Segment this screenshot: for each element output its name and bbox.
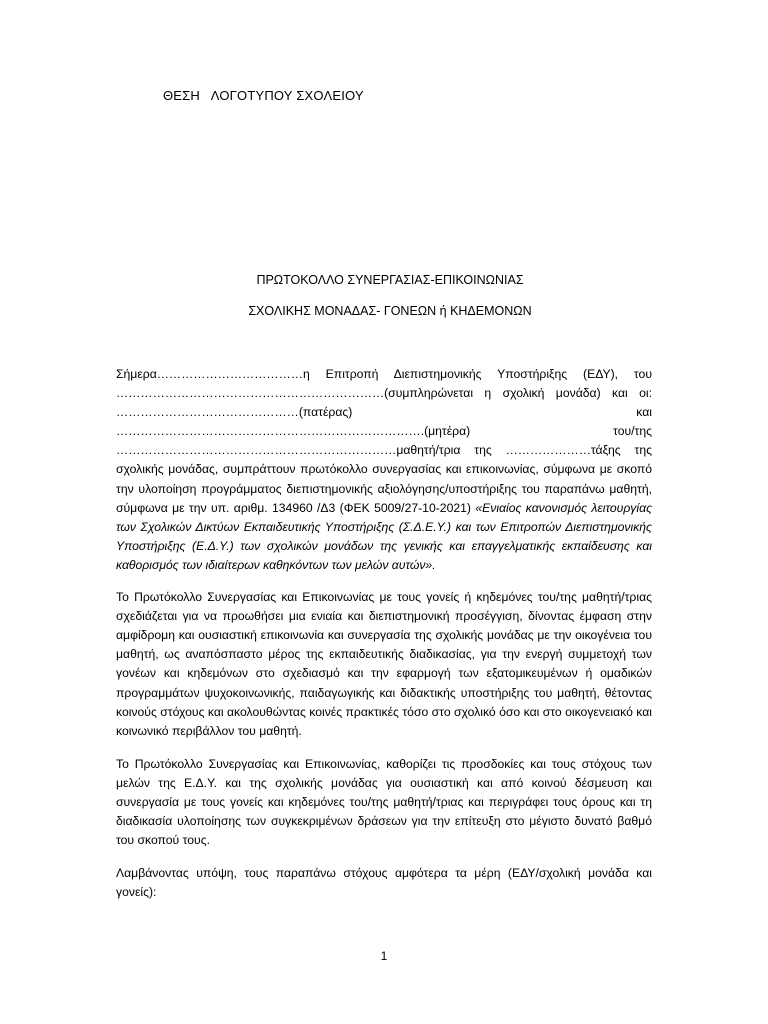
- paragraph-protocol-purpose: Το Πρωτόκολλο Συνεργασίας και Επικοινωνίας με τους γονείς ή κηδεμόνες του/της μαθητή/τριας σχεδιάζεται για να προωθήσει μια ενιαία και διεπιστημονική προσέγγιση, δίνοντας έμφαση στην αμφίδρομη και ουσιαστική επικοινωνία και συνεργασία της σχολικής μονάδας με την οικογένεια του μαθητή, ως αναπόσπαστο μέρος της εκπαιδευτικής διαδικασίας, για την ενεργή συμμετοχή των γονέων και κηδεμόνων στο σχεδιασμό και την εφαρμογή των εξατομικευμένων ή ομαδικών προγραμμάτων ψυχοκοινωνικής, παιδαγωγικής και διδακτικής υποστήριξης του μαθητή, θέτοντας κοινούς στόχους και ακολουθώντας κοινές πρακτικές τόσο στο σχολικό όσο και στο οικογενειακό και κοινωνικό περιβάλλον του μαθητή.: [116, 590, 652, 738]
- document-title-line-2: ΣΧΟΛΙΚΗΣ ΜΟΝΑΔΑΣ- ΓΟΝΕΩΝ ή ΚΗΔΕΜΟΝΩΝ: [248, 304, 532, 318]
- document-body: [116, 365, 652, 916]
- document-title-line-1: ΠΡΩΤΟΚΟΛΛΟ ΣΥΝΕΡΓΑΣΙΑΣ-ΕΠΙΚΟΙΝΩΝΙΑΣ: [256, 273, 524, 287]
- paragraph-parties-statement: Λαμβάνοντας υπόψη, τους παραπάνω στόχους αμφότερα τα μέρη (ΕΔΥ/σχολική μονάδα και γονείς):: [116, 866, 652, 900]
- logo-placeholder-text: ΘΕΣΗ ΛΟΓΟΤΥΠΟΥ ΣΧΟΛΕΙΟΥ: [163, 88, 364, 103]
- paragraph-agreement-intro-text: Σήμερα………………………………η Επιτροπή Διεπιστημονικής Υποστήριξης (ΕΔΥ), του …………………………………………………………(συμπληρώνεται η σχολική μονάδα) και οι: ………………………………………(πατέρας) και ………………………………………………………………….(μητέρα) του/της ……………………………………………………………μαθητή/τρια της …………………τάξης της σχολικής μονάδας, συμπράττουν πρωτόκολλο συνεργασίας και επικοινωνίας, σύμφωνα με σκοπό την υλοποίηση προγράμματος διεπιστημονικής αξιολόγησης/υποστήριξης του παραπάνω μαθητή, σύμφωνα με την υπ. αριθμ. 134960 /Δ3 (ΦΕΚ 5009/27-10-2021): [116, 367, 652, 515]
- paragraph-protocol-expectations: Το Πρωτόκολλο Συνεργασίας και Επικοινωνίας, καθορίζει τις προσδοκίες και τους στόχους των μελών της Ε.Δ.Υ. και της σχολικής μονάδας για ουσιαστική και από κοινού δέσμευση και συνεργασία με τους γονείς και κηδεμόνες του/της μαθητή/τριας και περιγράφει τους όρους και τη διαδικασία υλοποίησης των συγκεκριμένων δράσεων για την επίτευξη στο μέγιστο δυνατό βαθμό του σκοπού τους.: [116, 756, 652, 848]
- regulation-title-italic: «Ενιαίος κανονισμός λειτουργίας των Σχολικών Δικτύων Εκπαιδευτικής Υποστήριξης (Σ.Δ.Ε.Υ.) και των Επιτροπών Διεπιστημονικής Υποστήριξης (Ε.Δ.Υ.) των σχολικών μονάδων της γενικής και επαγγελματικής εκπαίδευσης και καθορισμός των ιδιαίτερων καθηκόντων των μελών αυτών».: [116, 500, 652, 572]
- paragraph-agreement-intro: [116, 365, 652, 575]
- page-number: 1: [380, 949, 388, 963]
